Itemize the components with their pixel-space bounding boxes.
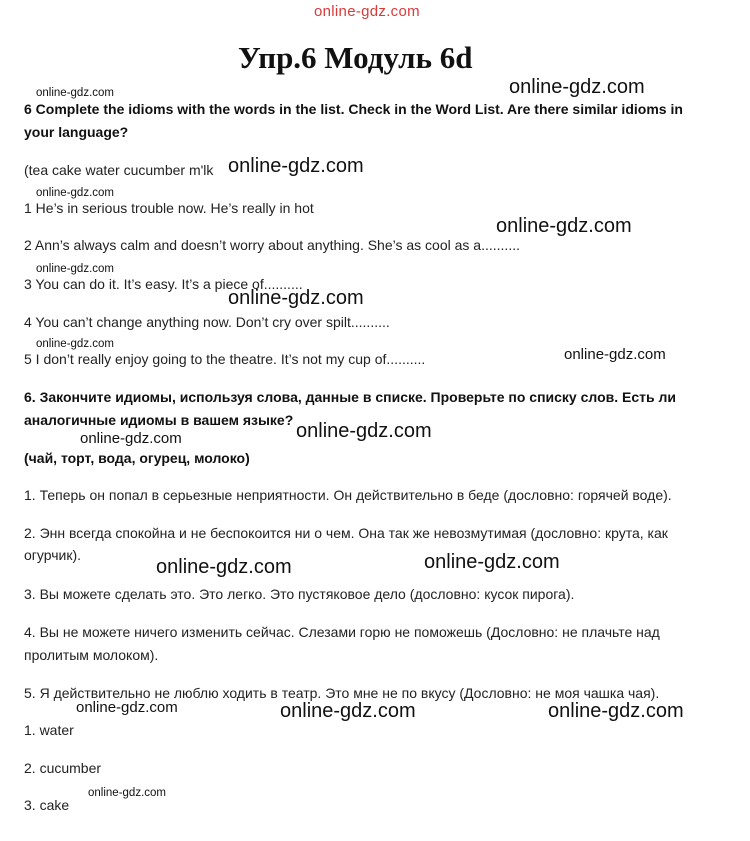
page-title: Упр.6 Модуль 6d [238,40,473,75]
watermark: online-gdz.com [228,287,364,309]
task-en-item-3: 3 You can do it. It’s easy. It’s a piece of.......... [24,276,303,292]
watermark: online-gdz.com [280,700,416,722]
watermark: online-gdz.com [509,76,645,98]
answer-1: 1. water [24,722,74,738]
watermark: online-gdz.com [496,215,632,237]
answer-3: 3. cake [24,797,70,813]
watermark: online-gdz.com [228,155,364,177]
watermark: online-gdz.com [296,420,432,442]
watermark: online-gdz.com [36,87,114,99]
task-en-item-5: 5 I don’t really enjoy going to the theatre. It’s not my cup of.......... [24,351,426,367]
task-ru-item-1: 1. Теперь он попал в серьезные неприятности. Он действительно в беде (дословно: горячей воде). [24,487,672,503]
task-ru-item-5: 5. Я действительно не люблю ходить в театр. Это мне не по вкусу (Дословно: не моя чашка чая). [24,685,660,701]
task-en-item-1: 1 He’s in serious trouble now. He’s really in hot [24,200,314,216]
watermark: online-gdz.com [156,556,292,578]
task-ru-word-list: (чай, торт, вода, огурец, молоко) [24,450,250,466]
watermark: online-gdz.com [36,263,114,275]
watermark: online-gdz.com [36,338,114,350]
watermark: online-gdz.com [88,787,166,799]
watermark: online-gdz.com [76,699,178,716]
watermark: online-gdz.com [548,700,684,722]
watermark: online-gdz.com [80,430,182,447]
task-ru-heading-line1: 6. Закончите идиомы, используя слова, данные в списке. Проверьте по списку слов. Есть ли [24,389,677,405]
task-en-item-2: 2 Ann’s always calm and doesn’t worry about anything. She’s as cool as a.......... [24,237,520,253]
task-ru-item-3: 3. Вы можете сделать это. Это легко. Это пустяковое дело (дословно: кусок пирога). [24,586,575,602]
task-en-heading-line2: your language? [24,124,129,140]
watermark-top[interactable]: online-gdz.com [314,3,420,20]
task-ru-item-2-cont: огурчик). [24,547,82,563]
task-ru-item-4-cont: пролитым молоком). [24,647,159,663]
task-ru-item-2: 2. Энн всегда спокойна и не беспокоится ни о чем. Она так же невозмутимая (дословно: крута, как [24,525,668,541]
answer-2: 2. cucumber [24,760,102,776]
watermark: online-gdz.com [36,187,114,199]
task-en-item-4: 4 You can’t change anything now. Don’t cry over spilt.......... [24,314,390,330]
watermark: online-gdz.com [424,551,560,573]
task-en-word-list: (tea cake water cucumber m'lk [24,162,214,178]
task-ru-heading-line2: аналогичные идиомы в вашем языке? [24,412,294,428]
watermark: online-gdz.com [564,346,666,363]
task-en-heading-line1: 6 Complete the idioms with the words in the list. Check in the Word List. Are there similar idioms in [24,101,683,117]
task-ru-item-4: 4. Вы не можете ничего изменить сейчас. Слезами горю не поможешь (Дословно: не плачьте над [24,624,660,640]
